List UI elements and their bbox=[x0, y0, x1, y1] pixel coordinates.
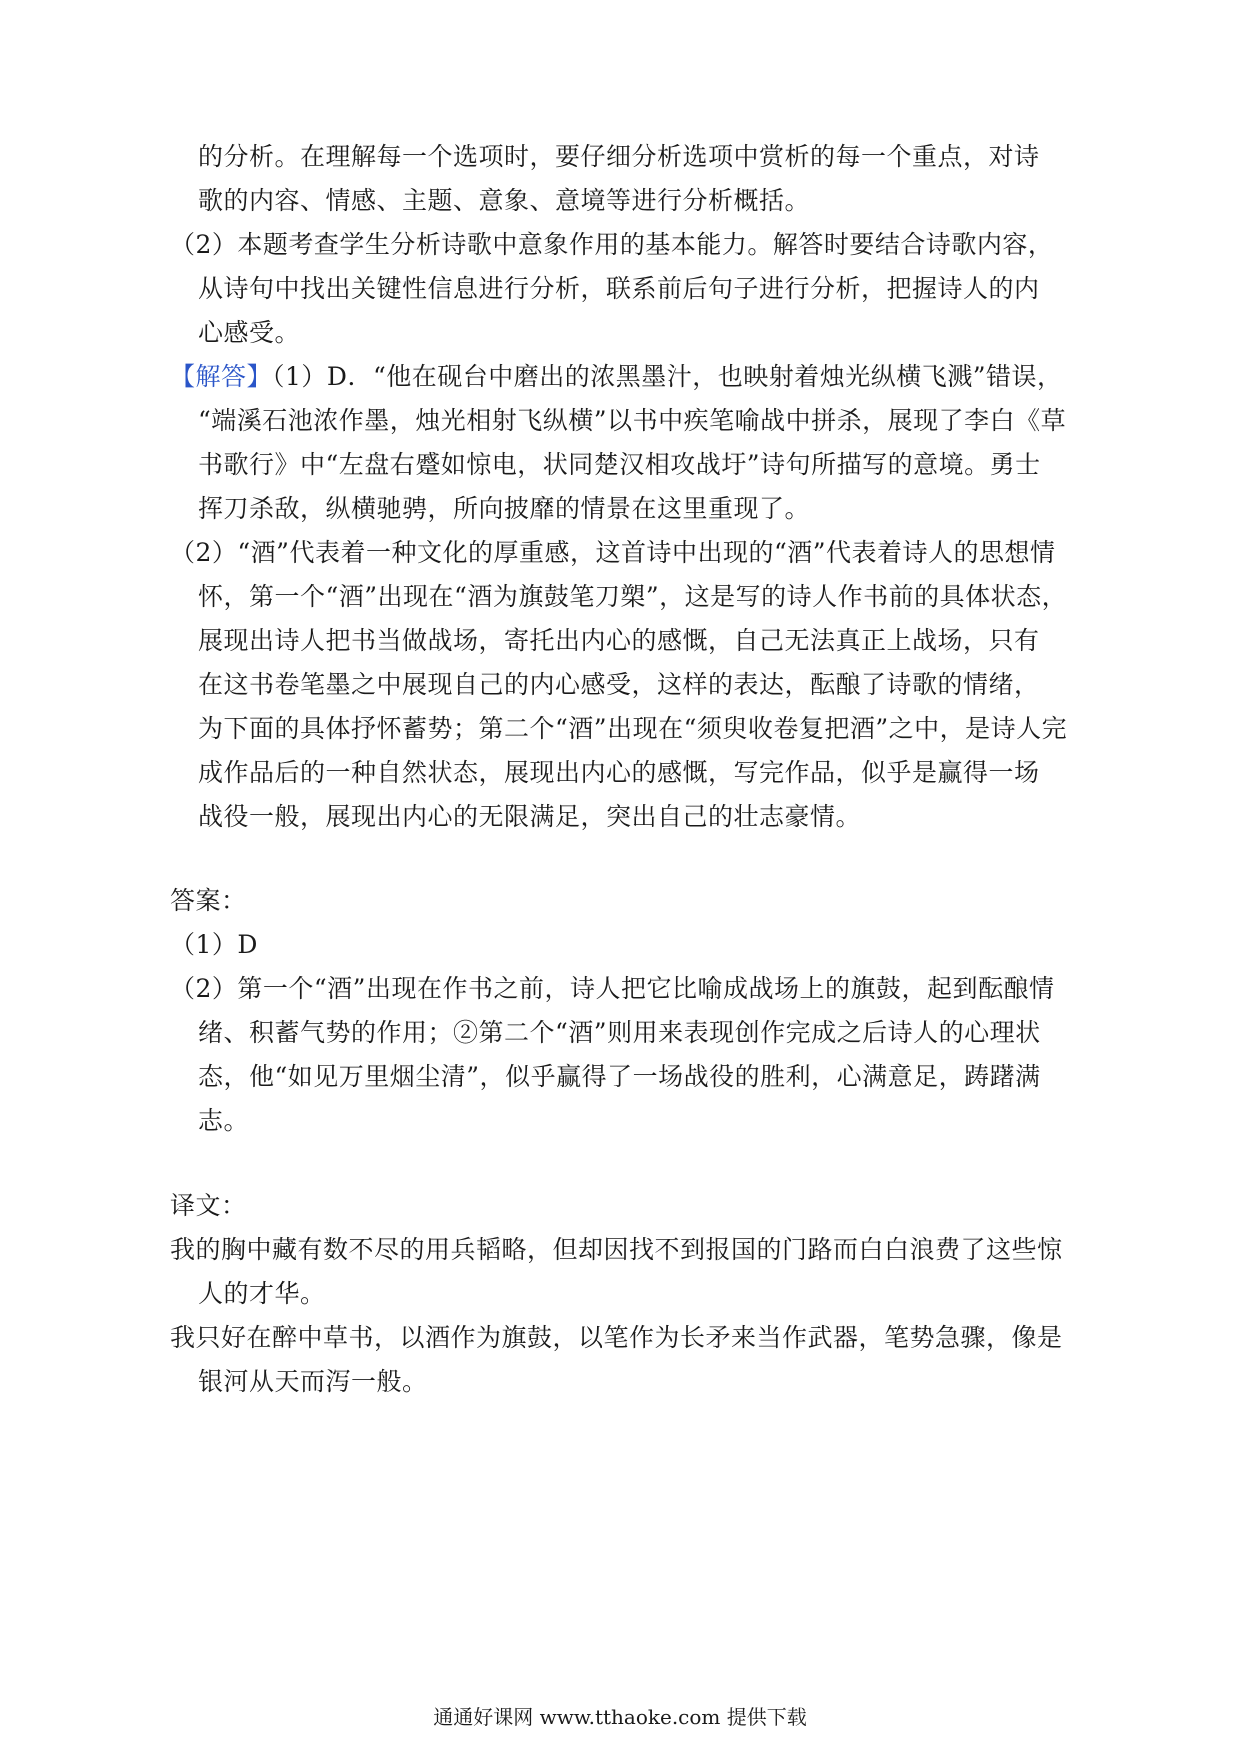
solution-line-3: 书歌行》中“左盘右蹙如惊电，状同楚汉相攻战圩”诗句所描写的意境。勇士 bbox=[198, 450, 1041, 479]
translation-heading: 译文： bbox=[170, 1191, 247, 1220]
answer-line-2: （2）第一个“酒”出现在作书之前，诗人把它比喻成战场上的旗鼓，起到酝酿情 bbox=[170, 974, 1055, 1003]
answer-line-4: 态，他“如见万里烟尘清”，似乎赢得了一场战役的胜利，心满意足，踌躇满 bbox=[198, 1062, 1041, 1091]
analysis-line-1: 的分析。在理解每一个选项时，要仔细分析选项中赏析的每一个重点，对诗 bbox=[198, 142, 1040, 171]
analysis-line-2: 歌的内容、情感、主题、意象、意境等进行分析概括。 bbox=[198, 186, 811, 215]
solution-line-5: （2）“酒”代表着一种文化的厚重感，这首诗中出现的“酒”代表着诗人的思想情 bbox=[170, 538, 1056, 567]
solution-line-10: 成作品后的一种自然状态，展现出内心的感慨，写完作品，似乎是赢得一场 bbox=[198, 758, 1040, 787]
solution-line-1 bbox=[170, 360, 1063, 394]
solution-line-6: 怀，第一个“酒”出现在“酒为旗鼓笔刀槊”，这是写的诗人作书前的具体状态， bbox=[198, 582, 1068, 611]
answer-line-3: 绪、积蓄气势的作用；②第二个“酒”则用来表现创作完成之后诗人的心理状 bbox=[198, 1018, 1041, 1047]
answer-line-5: 志。 bbox=[198, 1106, 250, 1135]
page-footer: 通通好课网 www.tthaoke.com 提供下载 bbox=[433, 1705, 807, 1729]
analysis-line-4: 从诗句中找出关键性信息进行分析，联系前后句子进行分析，把握诗人的内 bbox=[198, 274, 1040, 303]
solution-line-2: “端溪石池浓作墨，烛光相射飞纵横”以书中疾笔喻战中拼杀，展现了李白《草 bbox=[198, 406, 1067, 435]
analysis-line-3: （2）本题考查学生分析诗歌中意象作用的基本能力。解答时要结合诗歌内容， bbox=[170, 230, 1054, 259]
answer-line-1: （1）D bbox=[170, 930, 258, 959]
solution-line-9: 为下面的具体抒怀蓄势；第二个“酒”出现在“须臾收卷复把酒”之中，是诗人完 bbox=[198, 714, 1068, 743]
translation-line-1: 我的胸中藏有数不尽的用兵韬略，但却因找不到报国的门路而白白浪费了这些惊 bbox=[170, 1235, 1063, 1264]
solution-line-4: 挥刀杀敌，纵横驰骋，所向披靡的情景在这里重现了。 bbox=[198, 494, 811, 523]
translation-line-2: 人的才华。 bbox=[198, 1279, 326, 1308]
solution-tag: 【解答】 bbox=[170, 362, 273, 391]
solution-line-7: 展现出诗人把书当做战场，寄托出内心的感慨，自己无法真正上战场，只有 bbox=[198, 626, 1040, 655]
solution-line-8: 在这书卷笔墨之中展现自己的内心感受，这样的表达，酝酿了诗歌的情绪， bbox=[198, 670, 1040, 699]
translation-line-4: 银河从天而泻一般。 bbox=[198, 1367, 428, 1396]
translation-line-3: 我只好在醉中草书，以酒作为旗鼓，以笔作为长矛来当作武器，笔势急骤，像是 bbox=[170, 1323, 1063, 1352]
solution-line-1-text: （1）D．“他在砚台中磨出的浓黑墨汁，也映射着烛光纵横飞溅”错误， bbox=[272, 362, 1063, 391]
analysis-line-5: 心感受。 bbox=[198, 318, 301, 347]
answer-heading: 答案： bbox=[170, 886, 247, 915]
solution-line-11: 战役一般，展现出内心的无限满足，突出自己的壮志豪情。 bbox=[198, 802, 862, 831]
